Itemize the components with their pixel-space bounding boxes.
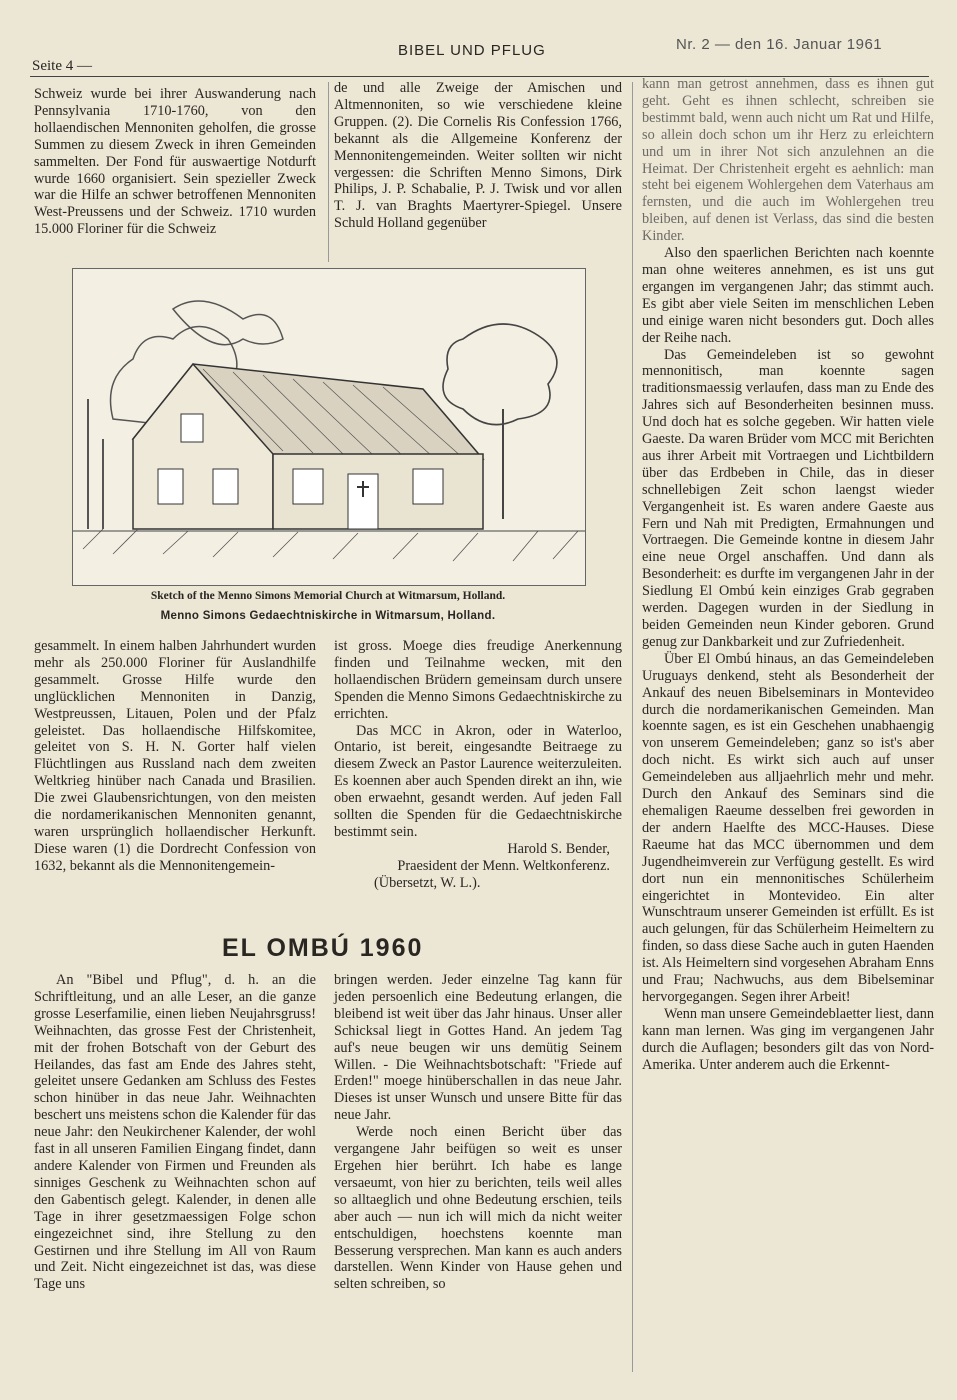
newspaper-title: BIBEL UND PFLUG — [398, 42, 546, 59]
church-sketch-image — [72, 268, 586, 586]
translator-note: (Übersetzt, W. L.). — [374, 874, 481, 891]
paragraph: de und alle Zweige der Amischen und Altmennoniten, so wie verschiedene kleine Gruppen. (2). Die Cornelis Ris Confession 1766, bekannt als die Allgemeine Konferenz der Mennonitengemeinden. Weiter sollten wir nicht vergessen: die Schriften Menno Simons, Dirk Philips, J. P. Schabalie, P. J. Twisk und vor allen T. J. van Braghts Maertyrer-Spiegel. Unsere Schuld Holland gegenüber — [334, 80, 622, 232]
article-column-bottom-left — [34, 638, 316, 875]
paragraph: gesammelt. In einem halben Jahrhundert wurden mehr als 250.000 Floriner für Auslandhilfe gesammelt. Grosse Hilfe wurde den unglücklichen Mennoniten in Danzig, Westpreussen, Litauen, Polen und der Pfalz geleistet. Das hollaendische Hilfskomitee, geleitet von S. H. N. Gorter half vielen Flüchtlingen aus Russland nach dem zweiten Weltkrieg hinüber nach Canada und Brasilien. Die zwei Glaubensrichtungen, von den meisten die nordamerikanischen Mennoniten genannt, waren ursprünglich hollaendischer Herkunft. Diese waren (1) die Dordrecht Confession von 1632, bekannt als die Mennonitengemein- — [34, 638, 316, 874]
paragraph: Also den spaerlichen Berichten nach koennte man ohne weiteres annehmen, es ist uns gut ergangen im vergangenen Jahr; das stimmt auch. Es gibt aber viele Seiten im menschlichen Leben und einige waren nicht besonders gut. Doch alles der Reihe nach. — [642, 245, 934, 346]
column-divider — [632, 82, 633, 1372]
paragraph: Schweiz wurde bei ihrer Auswanderung nach Pennsylvania 1710-1760, von den hollaendischen Mennoniten geholfen, die grosse Summen zu diesem Zweck in ihren Gemeinden sammelten. Der Fond für auswaertige Notdurft wurde 1660 organisiert. Sein spezieller Zweck war die Hilfe an schwer betroffenen Mennoniten West-Preussens und der Schweiz. 1710 wurden 15.000 Floriner für die Schweiz — [34, 86, 316, 238]
article-column-top-middle — [334, 80, 622, 232]
paragraph: Das MCC in Akron, oder in Waterloo, Ontario, ist bereit, eingesandte Beitraege zu diesem Zweck an Pastor Laurence weiterzuleiten. Es koennen aber auch Spenden direkt an ihn, wie oben erwaehnt, gesandt werden. Auf jeden Fall sollten die Spenden für die Gedaechtniskirche bestimmt sein. — [334, 722, 622, 840]
article-column-right — [642, 76, 934, 1073]
paragraph: Werde noch einen Bericht über das vergangene Jahr beifügen so weit es unser Ergehen hier berührt. Ich habe es lange versaeumt, von hier zu berichten, teils weil alles so alltaeglich und ohne Bedeutung erschien, teils aber auch — nun ich will mich da nicht weiter entschuldigen, hoechstens koennte man Besserung versprechen. Man kann es auch anders darstellen. Wenn Kinder von Hause gehen und selten schreiben, so — [334, 1124, 622, 1293]
paragraph: Das Gemeindeleben ist so gewohnt mennonitisch, man koennte sagen traditionsmaessig verlaufen, dass man zu Ende des Jahres sich auf Besonderheiten besinnen muss. Und doch hat es solche gegeben. Wir hatten viele Gaeste. Da waren Brüder vom MCC mit Berichten aus ihrer Arbeit mit Vortraegen und Lichtbildern über das Erdbeben in Chile, das in dieser schnellebigen Zeit schon laengst wieder Vergangenheit ist. Es waren andere Gaeste aus Fern und Nah mit Predigten, Ermahnungen und Vortraegen. Die Gemeinde kontne in diesem Jahr eine neue Orgel anschaffen. Und dann als Besonderheit: es durfte im vergangenen Jahr in der Siedlung El Ombú kein einziges Grab gegraben werden. Dagegen wurden in der Siedlung in beiden Gemeinden neun Kinder geboren. Grund genug zur Dankbarkeit und zur Zufriedenheit. — [642, 346, 934, 650]
page-number: Seite 4 — — [32, 58, 92, 74]
paragraph: An "Bibel und Pflug", d. h. an die Schriftleitung, und an alle Leser, an die ganze grosse Leserfamilie, einen lieben Neujahrsgruss! Weihnachten, das grosse Fest der Christenheit, mit der frohen Botschaft von der Geburt des Heilandes, das fast am Ende des Jahres steht, geleitet unsere Gedanken am Schluss des Festes schon hinüber in das neue Jahr. Weihnachten beschert uns meistens schon die Kalender für das neue Jahr: den Neukirchener Kalender, der wohl fast in all unseren Familien Eingang findet, dann andere Kalender von Firmen und Freunden als sinniges Geschenk zu Weihnachten schon auf den Gabentisch gelegt. Kalender, in denen alle Tage in ihrer gesetzmaessigen Folge schon eingezeichnet sind, ihre Stellung zu den Gestirnen und ihre Stellung im All von Raum und Zeit. Nicht eingezeichnet ist das, was diese Tage uns — [34, 972, 316, 1293]
section-title: EL OMBÚ 1960 — [222, 934, 424, 962]
paragraph: Wenn man unsere Gemeindeblaetter liest, dann kann man lernen. Was ging im vergangenen Jahr durch die Auflagen; besonders gilt das von Nord-Amerika. Unter anderem auch die Erkennt- — [642, 1005, 934, 1073]
ombu-column-middle — [334, 972, 622, 1293]
paragraph: ist gross. Moege dies freudige Anerkennung finden und Teilnahme wecken, mit den hollaendischen Brüdern gemeinsam durch unsere Spenden die Menno Simons Gedaechtniskirche zu errichten. — [334, 638, 622, 722]
signature-role: Praesident der Menn. Weltkonferenz. — [397, 857, 610, 874]
signature-name: Harold S. Bender, — [507, 840, 610, 857]
column-divider — [328, 82, 329, 262]
article-column-top-left — [34, 86, 316, 238]
issue-date: Nr. 2 — den 16. Januar 1961 — [676, 36, 883, 53]
figure-caption-english: Sketch of the Menno Simons Memorial Church at Witmarsum, Holland. — [150, 590, 506, 602]
ombu-column-left — [34, 972, 316, 1293]
figure-caption-german: Menno Simons Gedaechtniskirche in Witmarsum, Holland. — [160, 610, 496, 622]
paragraph: bringen werden. Jeder einzelne Tag kann für jeden persoenlich eine Bedeutung erlangen, die bleibend ist weit über das Jahr hinaus. Unser aller Schicksal liegt in Gottes Hand. An jedem Tag auf's neue beugen wir uns demütig Seinem Willen. - Die Weihnachtsbotschaft: "Friede auf Erden!" moege hinüberschallen in das neue Jahr. Dieses ist unser Wunsch und unsere Bitte für das neue Jahr. — [334, 972, 622, 1124]
article-column-bottom-middle — [334, 638, 622, 892]
paragraph: Über El Ombú hinaus, an das Gemeindeleben Uruguays denkend, steht als Besonderheit der Ankauf des neuen Bibelseminars in Montevideo durch die nordamerikanischen Gemeinden. Man koennte sagen, es ist ein Geschehen unabhaengig von unserem Gemeindeleben; ganz so ist's aber doch nicht. Es wirkt sich auch auf unser Gemeindeleben aus alljaehrlich mehr und mehr. Durch den Ankauf des Seminars sind die ehemaligen Raeume desselben frei geworden in der andern Haelfte des MCC-Hauses. Diese Raeume hat das MCC übernommen und dem Jugendheimverein zur Verfügung gestellt. Es wird dort nun ein mennonitisches Schülerheim eingerichtet in Montevideo. Ein alter Wunschtraum unserer Gemeinden ist erfüllt. Es ist auch gelungen, für das Schülerheim Heimeltern zu finden, so dass diese Sache auch in guten Haenden ist. Als Heimeltern sind vorgesehen Abraham Enns und Frau; Nachwuchs, aus dem Bibelseminar hervorgegangen. Segen ihrer Arbeit! — [642, 650, 934, 1005]
paragraph: kann man getrost annehmen, dass es ihnen gut geht. Geht es ihnen schlecht, schreiben sie bestimmt bald, wenn auch nicht um Rat und Hilfe, so allein doch schon um ihr Herz zu erleichtern und um in ihrer Not sich anzulehnen an die Heimat. Der Christenheit ergeht es aehnlich: man steht bei eigenem Wohlergehen dem Vaterhaus am fernsten, und die auch im Wohlergehen treu bleiben, auf denen ist Verlass, das sind die besten Kinder. — [642, 76, 934, 245]
